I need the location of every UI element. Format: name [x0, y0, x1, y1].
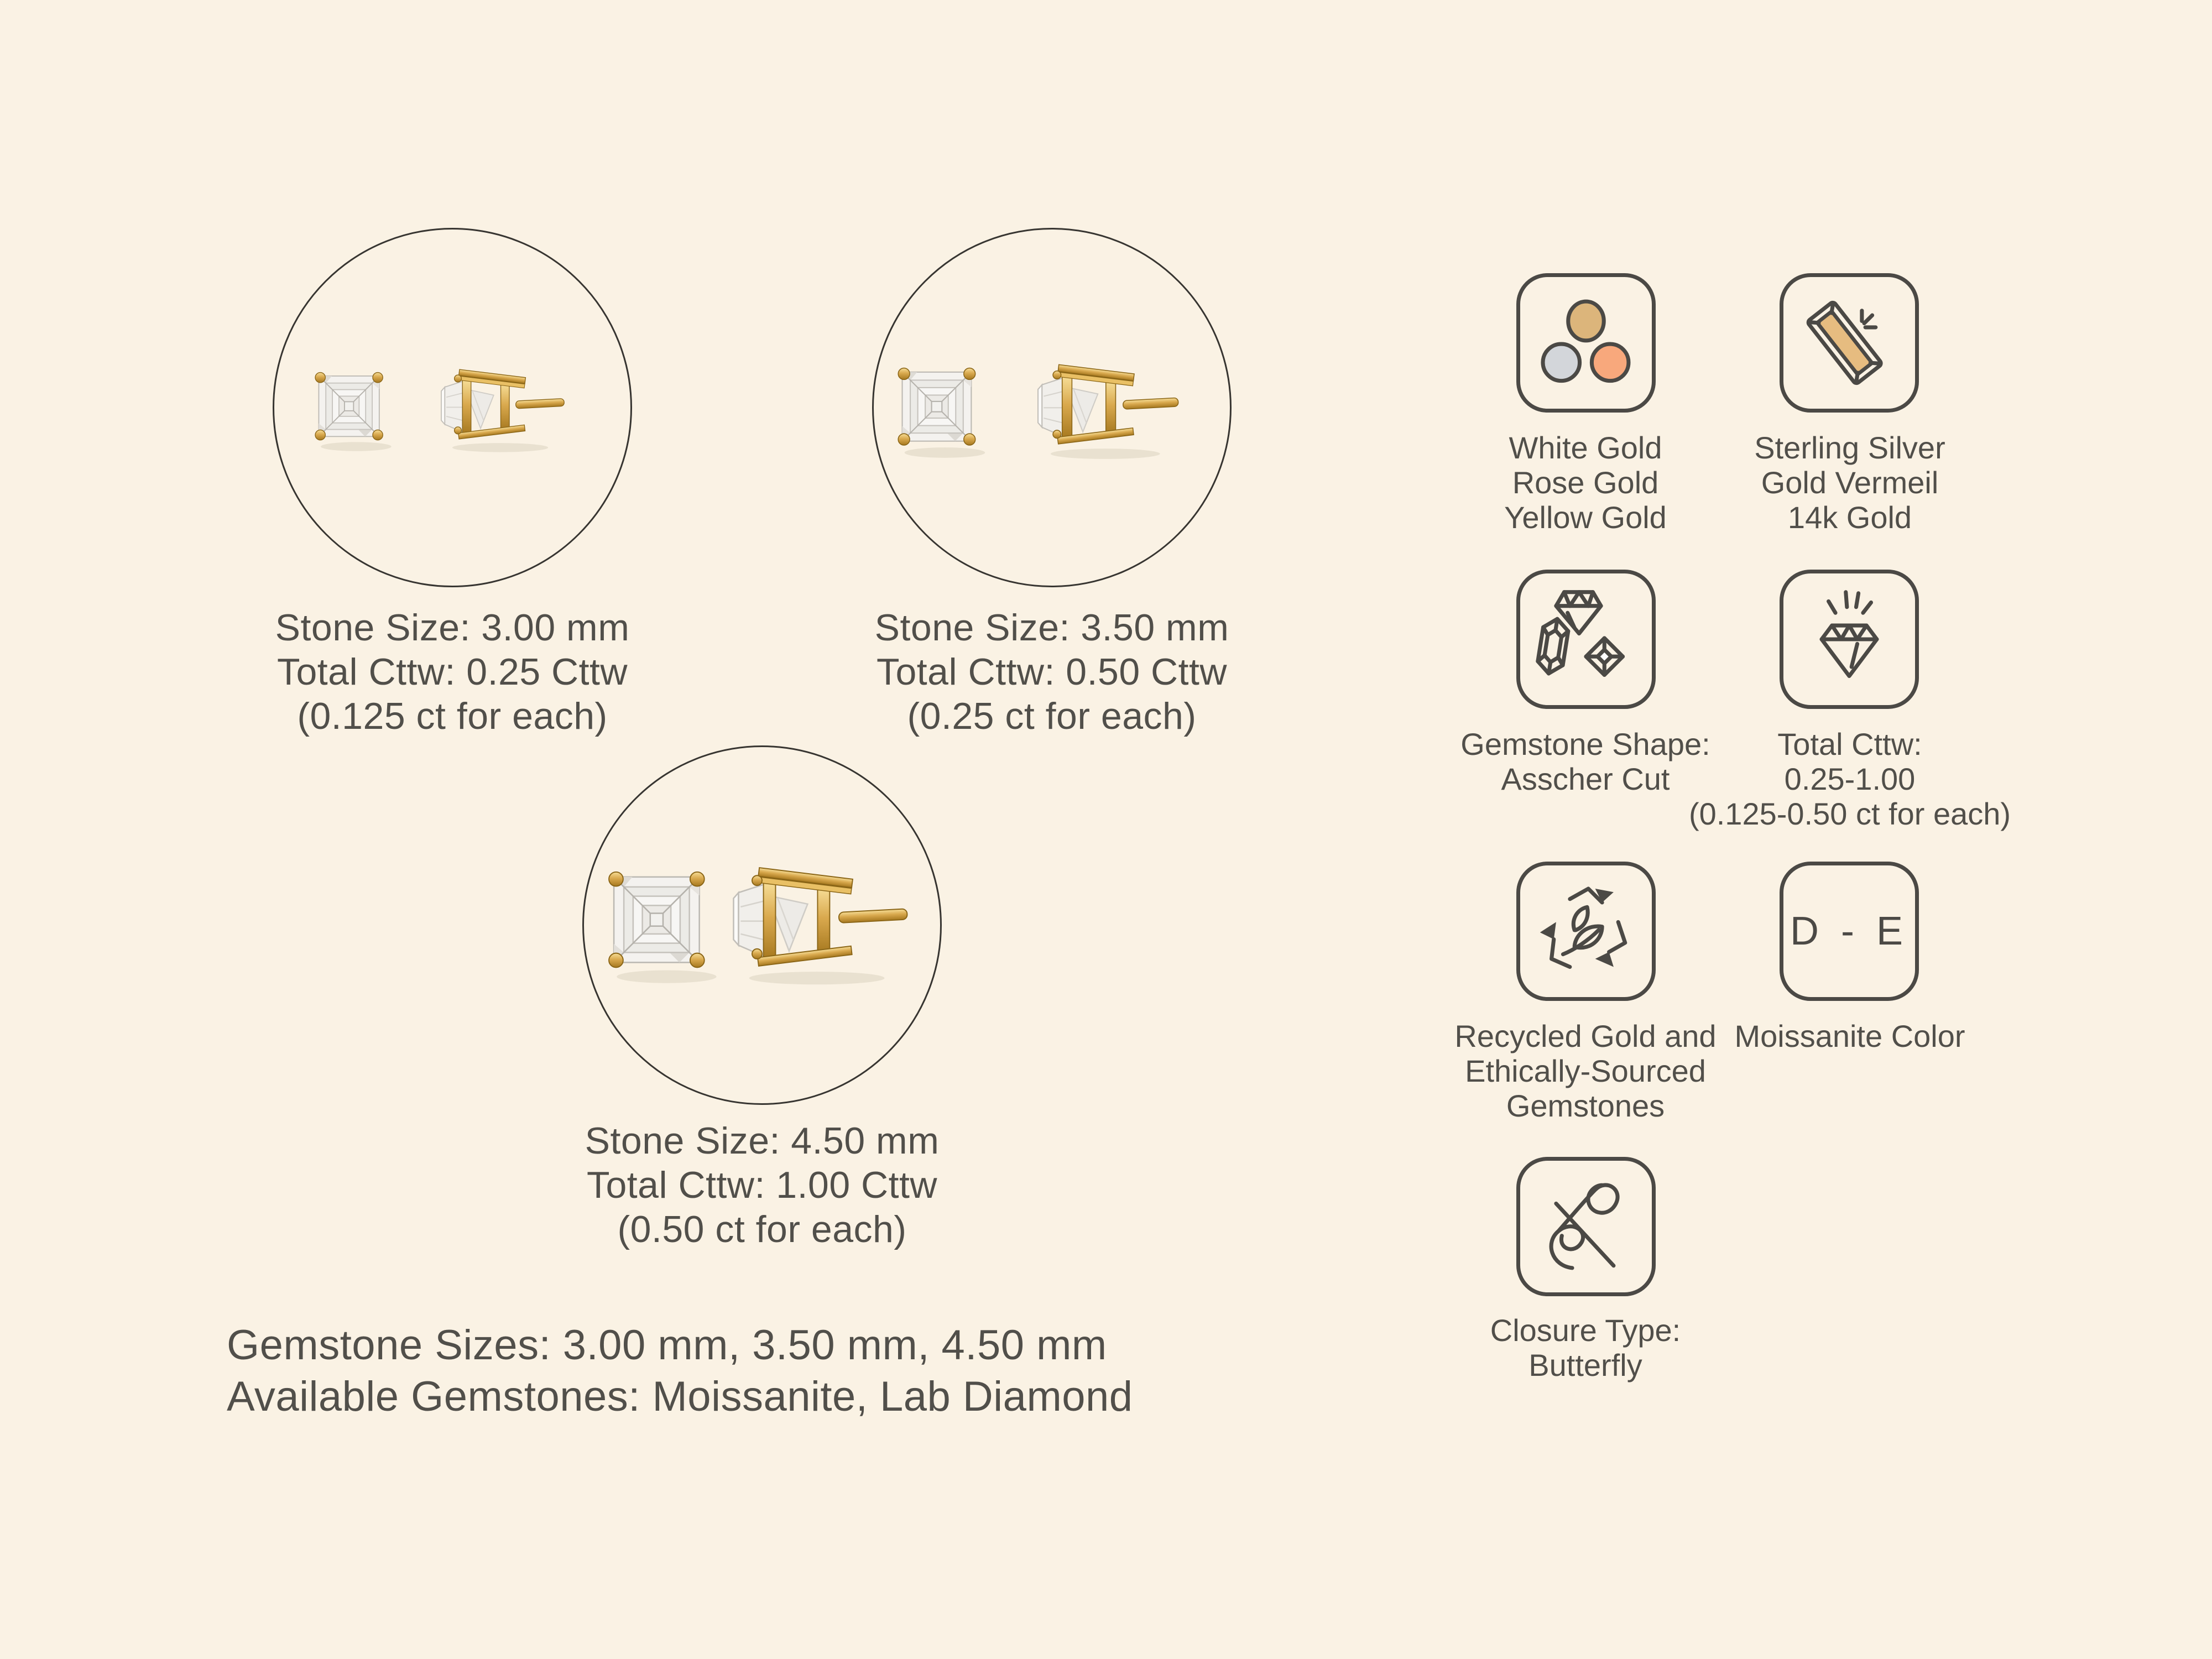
label-line: Yellow Gold	[1504, 500, 1667, 535]
product-1-caption	[204, 606, 701, 738]
earrings-illustration-1	[274, 229, 630, 586]
label-line: (0.125-0.50 ct for each)	[1688, 796, 2011, 831]
gold-bar-tile	[1780, 273, 1919, 413]
label-line: Recycled Gold and	[1454, 1019, 1717, 1053]
product-2-photo-circle	[872, 228, 1232, 587]
product-2-caption	[803, 606, 1301, 738]
diamond-sparkle-icon	[1792, 582, 1907, 697]
earrings-illustration-3	[584, 747, 940, 1103]
earrings-illustration-2	[874, 229, 1230, 586]
product-3-caption	[513, 1119, 1011, 1251]
label-line: Gemstone Shape:	[1460, 727, 1710, 761]
moissanite-color-icon: D - E	[1790, 909, 1908, 953]
summary-line: Gemstone Sizes: 3.00 mm, 3.50 mm, 4.50 mm	[227, 1322, 1107, 1369]
caption-line: Total Cttw: 0.50 Cttw	[876, 651, 1228, 693]
metal-colors-tile	[1516, 273, 1656, 413]
label-line: 0.25-1.00	[1784, 761, 1916, 796]
label-line: Sterling Silver	[1754, 430, 1945, 465]
caption-line: Stone Size: 4.50 mm	[585, 1120, 940, 1162]
total-cttw-label	[1612, 727, 2088, 831]
caption-line: Total Cttw: 1.00 Cttw	[586, 1164, 938, 1206]
caption-line: (0.50 ct for each)	[617, 1208, 907, 1250]
closure-label	[1348, 1313, 1823, 1383]
metal-colors-icon	[1528, 285, 1644, 400]
label-line: Rose Gold	[1512, 465, 1659, 500]
caption-line: (0.125 ct for each)	[297, 695, 608, 737]
gemstone-shapes-icon	[1528, 582, 1644, 697]
gold-bar-label	[1612, 430, 2088, 535]
product-3-photo-circle	[582, 745, 942, 1105]
recycled-tile	[1516, 862, 1656, 1001]
recycle-leaf-icon	[1528, 874, 1644, 989]
label-line: Moissanite Color	[1734, 1019, 1965, 1053]
total-cttw-tile	[1780, 570, 1919, 709]
label-line: Gemstones	[1506, 1088, 1665, 1123]
label-line: Gold Vermeil	[1761, 465, 1939, 500]
label-line: Total Cttw:	[1777, 727, 1922, 761]
closure-tile	[1516, 1157, 1656, 1296]
product-1-photo-circle	[273, 228, 632, 587]
label-line: Asscher Cut	[1501, 761, 1670, 796]
caption-line: Stone Size: 3.00 mm	[275, 607, 630, 649]
gold-bar-icon	[1792, 285, 1907, 400]
summary-line: Available Gemstones: Moissanite, Lab Diamond	[227, 1373, 1133, 1420]
label-line: Closure Type:	[1490, 1313, 1681, 1348]
caption-line: (0.25 ct for each)	[907, 695, 1197, 737]
label-line: 14k Gold	[1787, 500, 1912, 535]
caption-line: Total Cttw: 0.25 Cttw	[276, 651, 628, 693]
butterfly-closure-icon	[1528, 1169, 1644, 1284]
label-line: Ethically-Sourced	[1465, 1053, 1706, 1088]
summary-text	[227, 1319, 1133, 1422]
gemstone-shapes-tile	[1516, 570, 1656, 709]
moissanite-color-label	[1612, 1019, 2088, 1053]
label-line: Butterfly	[1528, 1348, 1642, 1383]
caption-line: Stone Size: 3.50 mm	[874, 607, 1229, 649]
label-line: White Gold	[1509, 430, 1662, 465]
moissanite-color-tile	[1780, 862, 1919, 1001]
